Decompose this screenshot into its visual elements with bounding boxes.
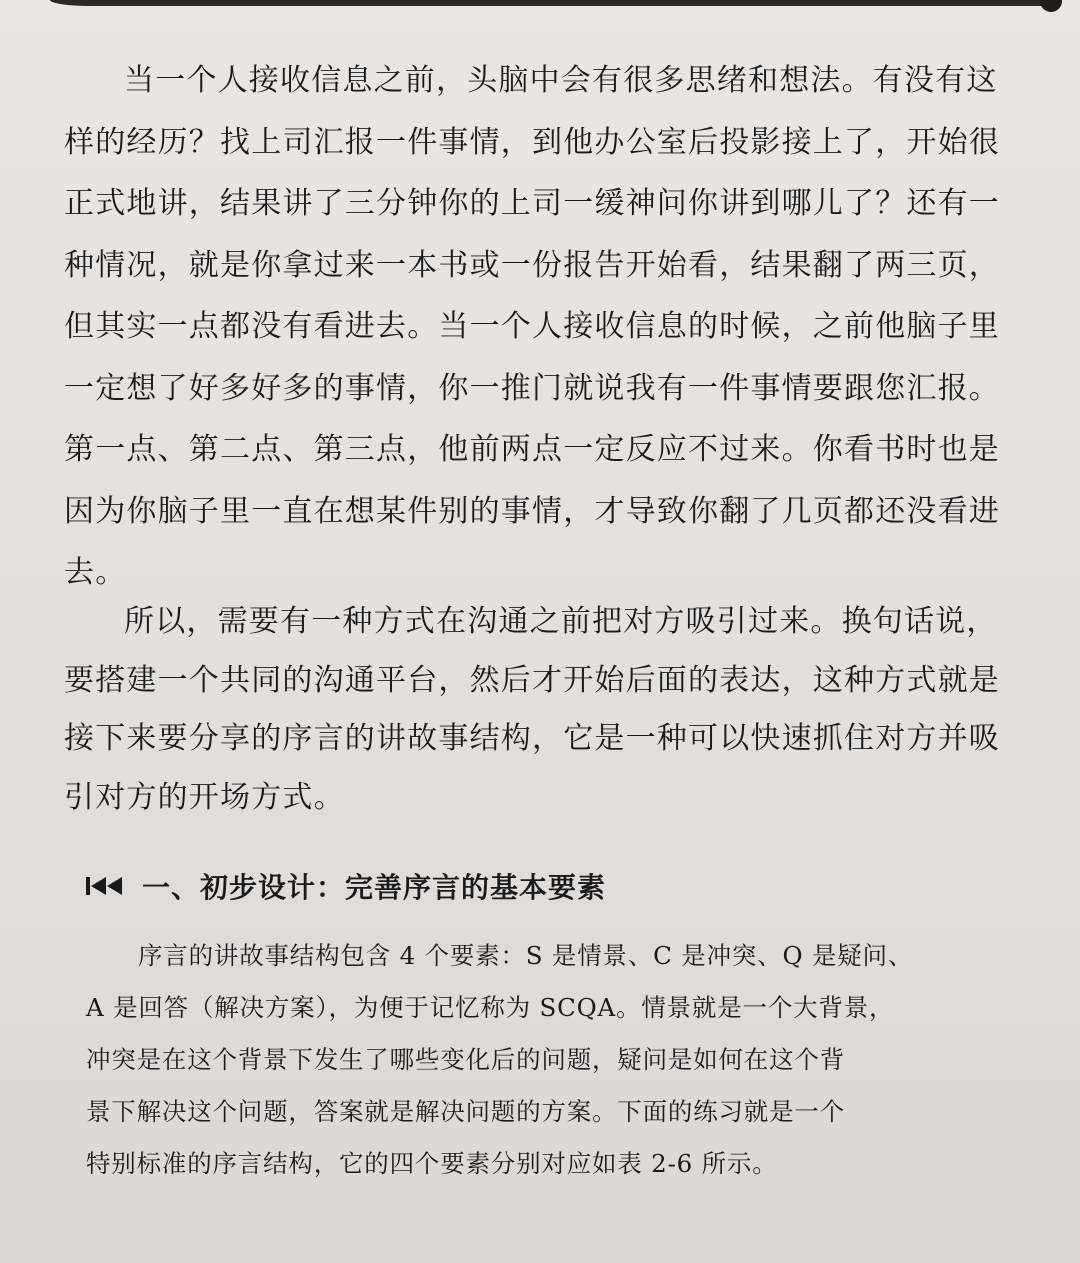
paragraph-line: 序言的讲故事结构包含 4 个要素：S 是情景、C 是冲突、Q 是疑问、: [138, 941, 914, 970]
paragraph-line: 要搭建一个共同的沟通平台，然后才开始后面的表达，这种方式就是: [64, 662, 1000, 698]
paragraph-2: [64, 593, 1024, 827]
rewind-icon: [84, 871, 128, 901]
paragraph-line: 景下解决这个问题，答案就是解决问题的方案。下面的练习就是一个: [86, 1097, 845, 1126]
paragraph-line: 但其实一点都没有看进去。当一个人接收信息的时候，之前他脑子里: [64, 309, 1000, 344]
paragraph-line: 接下来要分享的序言的讲故事结构，它是一种可以快速抓住对方并吸: [64, 721, 1000, 756]
paragraph-line: 引对方的开场方式。: [64, 779, 345, 815]
paragraph-line: 因为你脑子里一直在想某件别的事情，才导致你翻了几页都还没看进: [64, 493, 1000, 529]
paragraph-line: 冲突是在这个背景下发生了哪些变化后的问题，疑问是如何在这个背: [86, 1045, 845, 1074]
paragraph-line: 第一点、第二点、第三点，他前两点一定反应不过来。你看书时也是: [64, 432, 1000, 467]
paragraph-3: [86, 930, 986, 1190]
paragraph-1: [64, 50, 1034, 604]
paragraph-line: 所以，需要有一种方式在沟通之前把对方吸引过来。换句话说，: [124, 604, 998, 639]
page-corner-mark: [1040, 0, 1062, 12]
paragraph-line: 一定想了好多好多的事情，你一推门就说我有一件事情要跟您汇报。: [64, 370, 1000, 406]
paragraph-line: 正式地讲，结果讲了三分钟你的上司一缓神问你讲到哪儿了？还有一: [64, 186, 1000, 221]
paragraph-line: 样的经历？找上司汇报一件事情，到他办公室后投影接上了，开始很: [64, 124, 1000, 160]
paragraph-line: A 是回答（解决方案），为便于记忆称为 SCQA。情景就是一个大背景，: [86, 993, 895, 1022]
paragraph-line: 去。: [64, 555, 127, 590]
section-heading: [84, 866, 606, 906]
paragraph-line: 特别标准的序言结构，它的四个要素分别对应如表 2-6 所示。: [86, 1149, 778, 1178]
section-heading-text: 一、初步设计：完善序言的基本要素: [142, 871, 607, 904]
paragraph-line: 当一个人接收信息之前，头脑中会有很多思绪和想法。有没有这: [124, 63, 998, 98]
paragraph-line: 种情况，就是你拿过来一本书或一份报告开始看，结果翻了两三页，: [64, 247, 1000, 283]
page-top-edge: [50, 0, 1050, 6]
